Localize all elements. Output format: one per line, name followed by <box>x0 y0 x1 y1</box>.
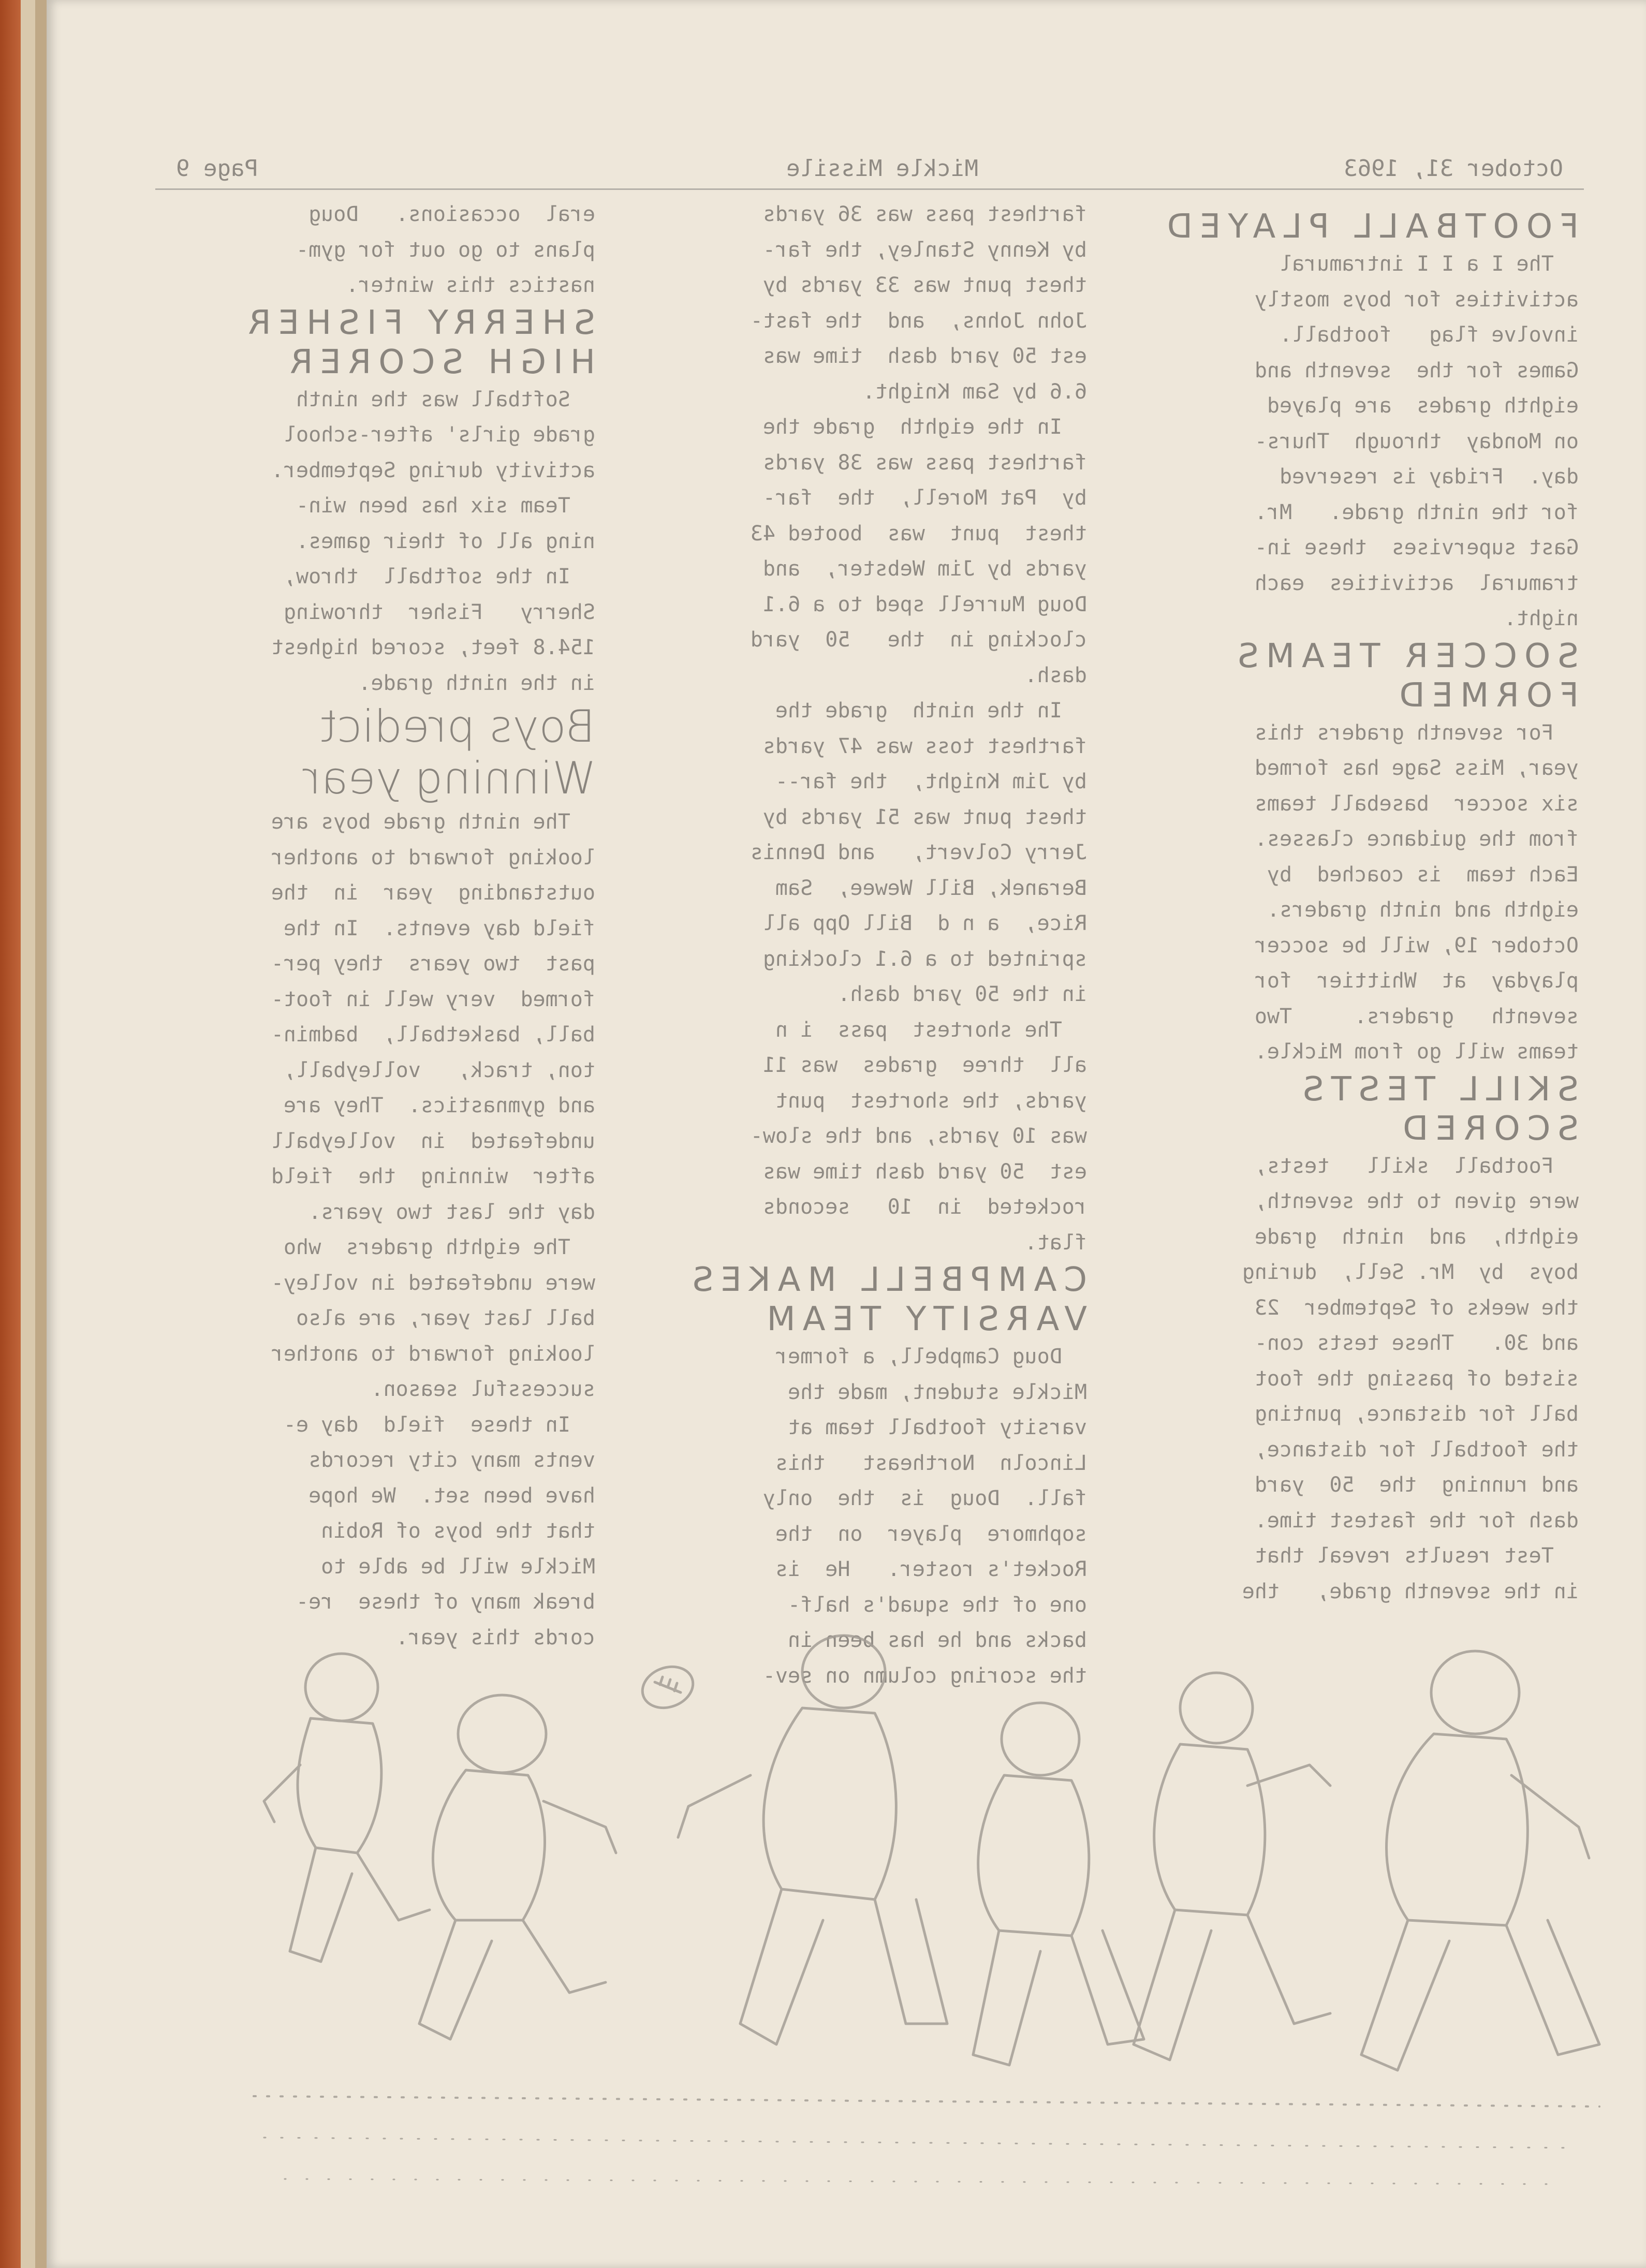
article-text-line: Jerry Colvert, and Dennis <box>750 841 1087 864</box>
header-date: October 31, 1963 <box>1344 155 1563 182</box>
article-text-line: past two years they per- <box>271 952 595 976</box>
article-text-line: Test results reveal that <box>1254 1544 1579 1568</box>
article-text-line: 154.8 feet, scored highest <box>271 636 595 659</box>
article-text-line: Rocket's roster. He is <box>775 1557 1087 1581</box>
article-text-line: was 10 yards, and the slow- <box>750 1124 1087 1148</box>
article-text-line: by Kenny Stanley, the far- <box>762 238 1087 262</box>
article-text-line: Football skill tests, <box>1254 1154 1579 1178</box>
header-rule <box>155 188 1584 190</box>
article-text-line: Gast supervises these in- <box>1254 536 1579 559</box>
article-text-line: one of the squad's half- <box>788 1593 1087 1617</box>
article-headline: HIGH SCORER <box>282 343 595 381</box>
article-text-line: all three grades was 11 <box>762 1053 1087 1077</box>
article-text-line: involve flag football. <box>1280 323 1579 347</box>
header-page-number: Page 9 <box>176 155 258 182</box>
article-text-line: eral occasions. Doug <box>308 202 595 226</box>
article-text-line: looking forward to another <box>271 1342 595 1366</box>
article-text-line: that the boys of Robin <box>321 1519 595 1543</box>
article-text-line: playday at Whittier for <box>1254 969 1579 993</box>
article-text-line: thest punt was booted 43 <box>750 521 1087 546</box>
article-text-line: farthest pass was 36 yards <box>762 202 1087 226</box>
article-headline: SOCCER TEAMS <box>1230 637 1579 675</box>
article-text-line: and running the 50 yard <box>1254 1473 1579 1497</box>
article-text-line: thest punt was 33 yards by <box>762 273 1087 297</box>
page-header <box>155 155 1584 197</box>
article-text-line: In the eighth grade the <box>762 415 1087 439</box>
article-text-line: in the ninth grade. <box>358 671 595 695</box>
article-text-line: the football for distance, <box>1254 1437 1579 1462</box>
article-text-line: Team six has been win- <box>296 494 595 518</box>
article-text-line: teams will go from Mickle. <box>1254 1040 1579 1064</box>
bleed-through-text <box>155 155 1584 1688</box>
article-text-line: six soccer baseball teams <box>1254 791 1579 816</box>
article-text-line: October 19, will be soccer <box>1254 933 1579 958</box>
article-text-line: The eighth graders who <box>283 1235 595 1259</box>
article-text-line: the scoring column on sev- <box>762 1663 1087 1688</box>
article-text-line: In these field day e- <box>283 1412 595 1437</box>
football-players-illustration <box>233 1630 1620 2226</box>
article-text-line: rocketed in 10 seconds <box>762 1195 1087 1219</box>
article-text-line: formed very well in foot- <box>271 987 595 1011</box>
article-text-line: est 50 yard dash time was <box>762 344 1087 368</box>
article-text-line: break many of these re- <box>296 1590 595 1614</box>
article-text-line: by Jim Knight, the far-- <box>775 770 1087 793</box>
article-text-line: cords this year. <box>395 1625 595 1650</box>
article-text-line: Games for the seventh and <box>1254 358 1579 382</box>
article-text-line: fall. Doug is the only <box>762 1486 1087 1510</box>
article-text-line: flat. <box>1024 1230 1087 1255</box>
article-headline: FOOTBALL PLAYED <box>1159 208 1579 246</box>
article-text-line: field day events. In the <box>283 916 595 940</box>
article-text-line: nastics this winter. <box>346 273 595 297</box>
article-text-line: Rice, a n d Bill Opp all <box>762 911 1087 935</box>
article-text-line: eighth and ninth graders. <box>1267 898 1579 922</box>
article-text-line: after winning the field <box>271 1165 595 1188</box>
article-text-line: successful season. <box>371 1377 595 1401</box>
article-text-line: thest punt was 51 yards by <box>762 805 1087 829</box>
header-paper-name: Mickle Missile <box>786 155 978 182</box>
article-text-line: year, Miss Sage has formed <box>1254 756 1579 780</box>
article-text-line: Beranek, Bill Wewee, Sam <box>775 876 1087 900</box>
article-text-line: on Monday through Thurs- <box>1254 429 1579 453</box>
article-text-line: vents many city records <box>308 1448 595 1472</box>
article-text-line: eighth grades are played <box>1267 394 1579 418</box>
article-text-line: The I a I I intramural <box>1280 252 1579 276</box>
article-text-line: The ninth grade boys are <box>271 810 595 834</box>
article-text-line: 6.6 by Sam Knight. <box>862 379 1087 404</box>
article-text-line: In the ninth grade the <box>775 699 1087 723</box>
article-text-line: varsity football team at <box>788 1416 1087 1439</box>
article-headline: CAMPBELL MAKES <box>685 1261 1087 1299</box>
article-text-line: farthest pass was 38 yards <box>762 450 1087 475</box>
article-text-line: day the last two years. <box>308 1200 595 1224</box>
article-text-line: in the 50 yard dash. <box>837 982 1087 1006</box>
article-text-line: ning all of their games. <box>296 529 595 553</box>
article-text-line: eighth, and ninth grade <box>1254 1225 1579 1249</box>
article-text-line: For seventh graders this <box>1254 720 1579 745</box>
article-text-line: grade girls' after-school <box>283 423 595 447</box>
article-text-line: John Johns, and the fast- <box>750 308 1087 333</box>
article-text-line: the weeks of September 23 <box>1254 1295 1579 1320</box>
article-headline: VARSITY TEAM <box>759 1300 1087 1338</box>
article-text-line: for the ninth grade. Mr. <box>1254 500 1579 524</box>
article-text-line: The shortest pass i n <box>775 1018 1087 1042</box>
article-headline: SCORED <box>1395 1109 1579 1148</box>
article-text-line: Mickle student, made the <box>788 1380 1087 1404</box>
article-text-line: activity during September. <box>271 458 595 482</box>
article-headline: SKILL TESTS <box>1296 1070 1579 1109</box>
article-text-line: ball for distance, punting <box>1254 1402 1579 1426</box>
article-text-line: dash for the fastest time. <box>1254 1508 1579 1533</box>
article-text-line: Softball was the ninth <box>296 387 595 411</box>
article-text-line: and 30. These tests con- <box>1254 1331 1579 1355</box>
article-text-line: farthest toss was 47 yards <box>762 734 1087 758</box>
article-text-line: were given to the seventh, <box>1254 1189 1579 1213</box>
article-text-line: undefeated in volleyball <box>271 1129 595 1153</box>
article-text-line: day. Friday is reserved <box>1280 465 1579 489</box>
article-text-line: sophmore player on the <box>775 1522 1087 1546</box>
binder-edge <box>0 0 21 2268</box>
newspaper-page <box>47 0 1646 2268</box>
article-text-line: plans to go out for gym- <box>296 238 595 262</box>
article-text-line: have been set. We hope <box>308 1483 595 1508</box>
article-text-line: tramural activities each <box>1254 571 1579 595</box>
article-text-line: boys by Mr. Sell, during <box>1242 1260 1579 1284</box>
page-stack-shadow <box>35 0 47 2268</box>
article-text-line: Each team is coached by <box>1267 862 1579 887</box>
article-text-line: looking forward to another <box>271 845 595 870</box>
article-text-line: sprinted to a 6.1 clocking <box>762 947 1087 971</box>
column-3 <box>160 197 595 1655</box>
article-text-line: Mickle will be able to <box>321 1554 595 1579</box>
article-text-line: activities for boys mostly <box>1254 287 1579 312</box>
article-headline: FORMED <box>1392 676 1579 715</box>
article-text-line: backs and he has been in <box>788 1628 1087 1652</box>
article-text-line: by Pat Morell, the far- <box>762 486 1087 510</box>
article-text-line: Doug Campbell, a former <box>775 1345 1087 1368</box>
article-text-line: Lincoln Northeast this <box>775 1451 1087 1475</box>
column-1 <box>1144 207 1579 1609</box>
article-headline: SHERRY FISHER <box>241 303 595 342</box>
article-headline: Winning year <box>302 753 595 804</box>
column-2 <box>652 197 1087 1693</box>
article-headline: Boys predict <box>319 701 595 753</box>
article-text-line: sisted of passing the foot <box>1254 1366 1579 1391</box>
article-text-line: In the softball throw, <box>283 565 595 588</box>
article-text-line: ball last year, are also <box>296 1306 595 1330</box>
article-text-line: ball, basketball, badmin- <box>271 1023 595 1047</box>
article-text-line: seventh graders. Two <box>1254 1004 1579 1028</box>
article-text-line: night. <box>1504 607 1579 630</box>
article-text-line: were undefeated in volley- <box>271 1271 595 1295</box>
article-text-line: and gymnastics. They are <box>283 1094 595 1117</box>
article-text-line: yards, the shortest punt <box>775 1088 1087 1113</box>
article-text-line: est 50 yard dash time was <box>762 1159 1087 1184</box>
article-text-line: yards by Jim Webster, and <box>762 557 1087 581</box>
article-text-line: Doug Murrell sped to a 6.1 <box>762 592 1087 616</box>
article-text-line: ton, track, volleyball, <box>283 1058 595 1082</box>
article-text-line: clocking in the 50 yard <box>750 628 1087 652</box>
page-stack-edge <box>21 0 35 2268</box>
article-text-line: in the seventh grade, the <box>1242 1579 1579 1603</box>
article-text-line: outstanding year in the <box>271 881 595 905</box>
article-text-line: dash. <box>1024 663 1087 687</box>
article-text-line: from the guidance classes. <box>1254 827 1579 851</box>
article-text-line: Sherry Fisher throwing <box>283 600 595 624</box>
